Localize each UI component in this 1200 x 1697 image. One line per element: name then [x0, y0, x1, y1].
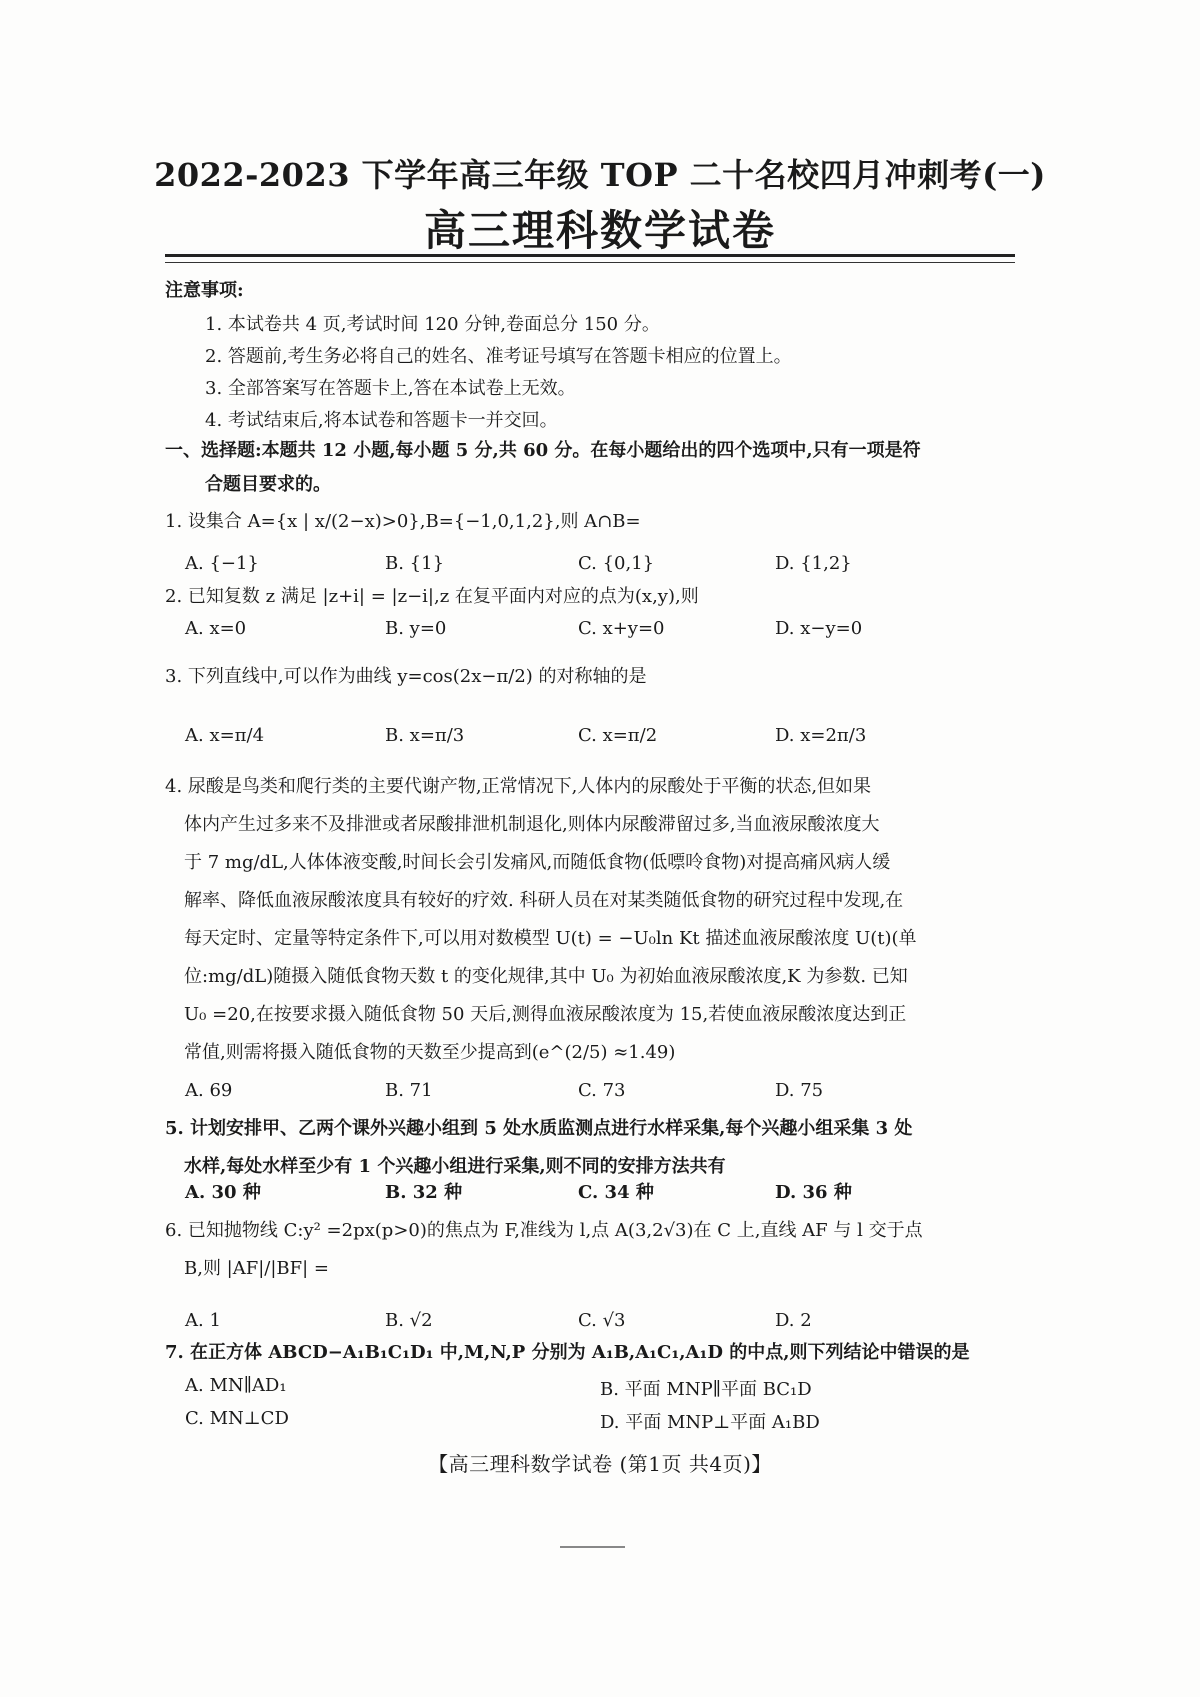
title-rule-thick	[165, 254, 1015, 257]
question-3-option-a: A. x=π/4	[185, 725, 265, 746]
section-heading-line2: 合题目要求的。	[205, 474, 331, 495]
question-3-stem: 3. 下列直线中,可以作为曲线 y=cos(2x−π/2) 的对称轴的是	[165, 666, 647, 687]
question-6-option-b: B. √2	[385, 1310, 433, 1331]
question-7-stem: 7. 在正方体 ABCD−A₁B₁C₁D₁ 中,M,N,P 分别为 A₁B,A₁C₁,A₁D 的中点,则下列结论中错误的是	[165, 1342, 970, 1363]
question-6-option-c: C. √3	[578, 1310, 626, 1331]
page-footer: 【高三理科数学试卷 (第1页 共4页)】	[428, 1452, 772, 1476]
question-4-option-d: D. 75	[775, 1080, 824, 1101]
question-1-stem: 1. 设集合 A={x | x/(2−x)>0},B={−1,0,1,2},则 A∩B=	[165, 511, 641, 532]
question-1-option-b: B. {1}	[385, 553, 445, 574]
question-2-stem: 2. 已知复数 z 满足 |z+i| = |z−i|,z 在复平面内对应的点为(x,y),则	[165, 586, 699, 607]
exam-paper-title: 高三理科数学试卷	[423, 206, 776, 255]
question-2-option-c: C. x+y=0	[578, 618, 665, 639]
question-7-option-a: A. MN∥AD₁	[185, 1375, 287, 1396]
section-heading	[165, 434, 1015, 502]
question-4-line: 于 7 mg/dL,人体体液变酸,时间长会引发痛风,而随低食物(低嘌呤食物)对提高痛风病人缓	[184, 852, 891, 873]
question-5-option-a: A. 30 种	[185, 1182, 261, 1203]
notice-item: 4. 考试结束后,将本试卷和答题卡一并交回。	[205, 410, 558, 431]
question-6-stem	[165, 1212, 1015, 1288]
question-4-line: U₀ =20,在按要求摄入随低食物 50 天后,测得血液尿酸浓度为 15,若使血液尿酸浓度达到正	[184, 1004, 907, 1025]
question-6-option-d: D. 2	[775, 1310, 812, 1331]
question-4-stem	[165, 768, 1015, 1072]
question-6-line: 6. 已知抛物线 C:y² =2px(p>0)的焦点为 F,准线为 l,点 A(3,2√3)在 C 上,直线 AF 与 l 交于点	[165, 1220, 923, 1241]
question-5-option-b: B. 32 种	[385, 1182, 463, 1203]
question-5-stem	[165, 1110, 1015, 1186]
question-4-line: 解率、降低血液尿酸浓度具有较好的疗效. 科研人员在对某类随低食物的研究过程中发现,在	[184, 890, 904, 911]
question-4-line: 位:mg/dL)随摄入随低食物天数 t 的变化规律,其中 U₀ 为初始血液尿酸浓度,K 为参数. 已知	[184, 966, 908, 987]
question-7-option-d: D. 平面 MNP⊥平面 A₁BD	[600, 1412, 820, 1433]
question-4-line: 体内产生过多来不及排泄或者尿酸排泄机制退化,则体内尿酸滞留过多,当血液尿酸浓度大	[184, 814, 880, 835]
question-2-option-a: A. x=0	[185, 618, 247, 639]
question-4-line: 每天定时、定量等特定条件下,可以用对数模型 U(t) = −U₀ln Kt 描述血液尿酸浓度 U(t)(单	[184, 928, 917, 949]
question-4-line: 4. 尿酸是鸟类和爬行类的主要代谢产物,正常情况下,人体内的尿酸处于平衡的状态,但如果	[165, 776, 872, 797]
question-5-line: 5. 计划安排甲、乙两个课外兴趣小组到 5 处水质监测点进行水样采集,每个兴趣小组采集 3 处	[165, 1118, 913, 1139]
question-1-option-d: D. {1,2}	[775, 553, 852, 574]
question-3-option-b: B. x=π/3	[385, 725, 465, 746]
question-6-line: B,则 |AF|/|BF| =	[184, 1258, 330, 1279]
question-1-option-a: A. {−1}	[185, 553, 259, 574]
title-rule-thin	[165, 262, 1015, 263]
question-5-option-d: D. 36 种	[775, 1182, 852, 1203]
notice-item: 2. 答题前,考生务必将自己的姓名、准考证号填写在答题卡相应的位置上。	[205, 346, 792, 367]
question-4-option-b: B. 71	[385, 1080, 433, 1101]
question-4-option-a: A. 69	[185, 1080, 233, 1101]
question-3-option-c: C. x=π/2	[578, 725, 658, 746]
notice-item: 1. 本试卷共 4 页,考试时间 120 分钟,卷面总分 150 分。	[205, 314, 660, 335]
question-7-option-c: C. MN⊥CD	[185, 1408, 289, 1429]
question-4-option-c: C. 73	[578, 1080, 626, 1101]
question-1-option-c: C. {0,1}	[578, 553, 655, 574]
section-heading-line1: 一、选择题:本题共 12 小题,每小题 5 分,共 60 分。在每小题给出的四个选项中,只有一项是符	[165, 440, 921, 461]
question-5-option-c: C. 34 种	[578, 1182, 654, 1203]
exam-series-title: 2022-2023 下学年高三年级 TOP 二十名校四月冲刺考(一)	[154, 156, 1046, 194]
scan-mark	[560, 1546, 625, 1548]
question-2-option-d: D. x−y=0	[775, 618, 863, 639]
question-6-option-a: A. 1	[185, 1310, 221, 1331]
question-7-option-b: B. 平面 MNP∥平面 BC₁D	[600, 1379, 812, 1400]
question-4-line: 常值,则需将摄入随低食物的天数至少提高到(e^(2/5) ≈1.49)	[184, 1042, 676, 1063]
question-2-option-b: B. y=0	[385, 618, 447, 639]
notice-item: 3. 全部答案写在答题卡上,答在本试卷上无效。	[205, 378, 576, 399]
question-5-line: 水样,每处水样至少有 1 个兴趣小组进行采集,则不同的安排方法共有	[184, 1156, 726, 1177]
question-3-option-d: D. x=2π/3	[775, 725, 867, 746]
notice-heading: 注意事项:	[165, 280, 244, 301]
